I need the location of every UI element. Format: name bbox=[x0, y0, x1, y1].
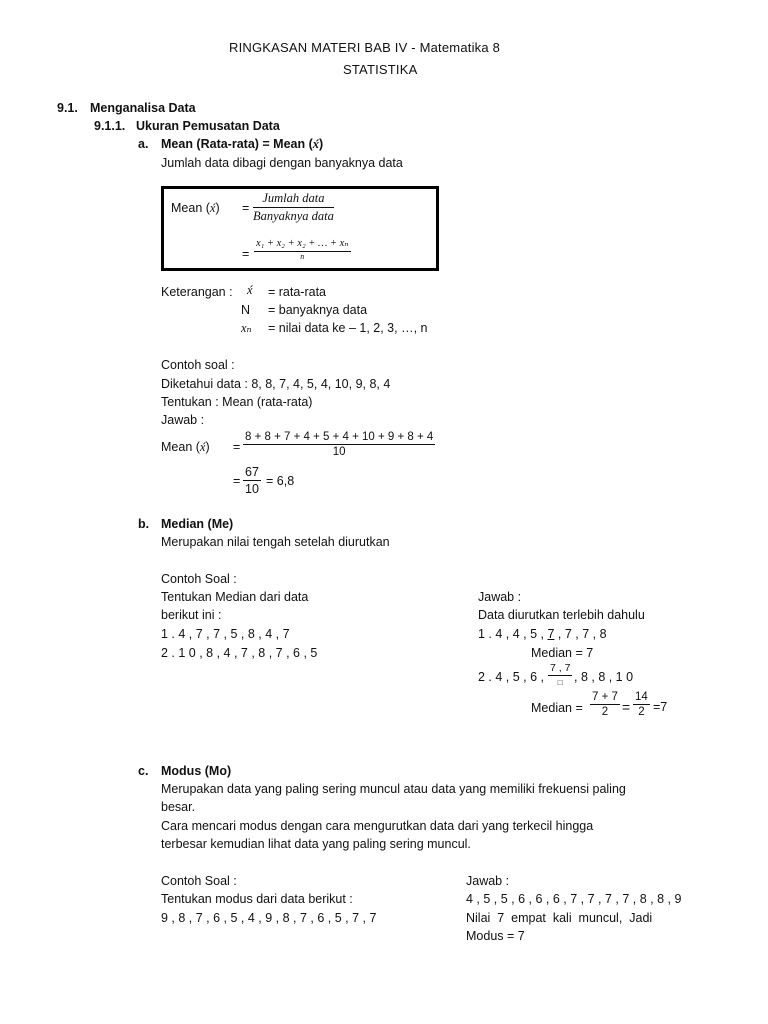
box-mean-label-var: x́ bbox=[209, 201, 216, 215]
median-data-1: 1 . 4 , 7 , 7 , 5 , 8 , 4 , 7 bbox=[161, 627, 290, 641]
median-answer-2-fraction-1 bbox=[590, 691, 620, 718]
modus-answer-sorted: 4 , 5 , 5 , 6 , 6 , 6 , 7 , 7 , 7 , 7 , 8 , 8 , 9 bbox=[466, 892, 682, 906]
median-answer-1-middle: 7 bbox=[547, 627, 555, 641]
subsection-number: 9.1.1. bbox=[94, 119, 126, 133]
box-fraction-2-numerator: x₁ + x₂ + x₂ + … + xₙ bbox=[256, 238, 349, 249]
mean-result-value: = 6,8 bbox=[266, 474, 295, 488]
mean-known-data: Diketahui data : 8, 8, 7, 4, 5, 4, 10, 9, 8, 4 bbox=[161, 377, 391, 391]
subsection-title: Ukuran Pemusatan Data bbox=[136, 119, 280, 133]
answer-mean-label-close: ) bbox=[205, 440, 210, 454]
median-answer-1-suffix: , 7 , 7 , 8 bbox=[554, 627, 607, 641]
median-fraction-2-numerator: 14 bbox=[635, 691, 648, 703]
keterangan-text-1: = rata-rata bbox=[268, 285, 327, 299]
mean-answer-equals: = bbox=[233, 440, 241, 454]
box-fraction-1 bbox=[253, 191, 334, 224]
mean-answer-numerator: 8 + 8 + 7 + 4 + 5 + 4 + 10 + 9 + 8 + 4 bbox=[245, 431, 434, 443]
keterangan-text-3: = nilai data ke – 1, 2, 3, …, n bbox=[268, 321, 428, 335]
median-answer-2-middle bbox=[548, 663, 572, 688]
mean-result-fraction bbox=[243, 465, 261, 496]
section-number: 9.1. bbox=[57, 101, 78, 115]
median-fraction-2-denominator: 2 bbox=[633, 704, 650, 718]
section-title: Menganalisa Data bbox=[90, 101, 196, 115]
mean-example-title: Contoh soal : bbox=[161, 358, 235, 372]
mean-heading bbox=[161, 137, 323, 152]
document-subtitle: STATISTIKA bbox=[343, 62, 418, 77]
median-answer-2-label: Median = bbox=[531, 701, 583, 715]
mean-answer-fraction bbox=[243, 431, 435, 458]
median-answer-2-middle-bottom: □ bbox=[548, 675, 572, 688]
answer-mean-label-text: Mean ( bbox=[161, 440, 200, 454]
answer-mean-label-var: x́ bbox=[199, 440, 206, 454]
keterangan-label: Keterangan : bbox=[161, 285, 233, 299]
mean-result-numerator: 67 bbox=[245, 465, 259, 479]
keterangan-symbol-2: N bbox=[241, 303, 251, 317]
modus-method-line-1: Cara mencari modus dengan cara mengurutkan data dari yang terkecil hingga bbox=[161, 819, 594, 833]
median-example-title: Contoh Soal : bbox=[161, 572, 237, 586]
modus-question: Tentukan modus dari data berikut : bbox=[161, 892, 353, 906]
mean-result-denominator: 10 bbox=[245, 482, 259, 496]
mean-result-equals: = bbox=[233, 474, 241, 488]
box-mean-label-close: ) bbox=[215, 201, 220, 215]
box-equals-1: = bbox=[242, 201, 250, 215]
modus-answer-text-line-1: Nilai 7 empat kali muncul, Jadi bbox=[466, 911, 653, 925]
modus-answer-text-line-2: Modus = 7 bbox=[466, 929, 525, 943]
modus-heading: Modus (Mo) bbox=[161, 764, 232, 778]
median-answer-1 bbox=[478, 627, 607, 641]
modus-letter: c. bbox=[138, 764, 149, 778]
keterangan-symbol-3: xₙ bbox=[241, 321, 252, 335]
median-answer-2-suffix: , 8 , 8 , 1 0 bbox=[574, 670, 634, 684]
median-answer-intro: Data diurutkan terlebih dahulu bbox=[478, 608, 645, 622]
box-fraction-1-numerator: Jumlah data bbox=[262, 191, 325, 205]
box-mean-label bbox=[171, 201, 220, 216]
mean-definition: Jumlah data dibagi dengan banyaknya data bbox=[161, 156, 403, 170]
median-fraction-1-numerator: 7 + 7 bbox=[592, 691, 618, 703]
median-answer-1-prefix: 1 . 4 , 4 , 5 , bbox=[478, 627, 548, 641]
median-question-line-1: Tentukan Median dari data bbox=[161, 590, 309, 604]
median-answer-2-middle-top: 7 , 7 bbox=[550, 662, 571, 674]
box-mean-label-text: Mean ( bbox=[171, 201, 210, 215]
modus-answer-label: Jawab : bbox=[466, 874, 510, 888]
median-answer-2-prefix: 2 . 4 , 5 , 6 , bbox=[478, 670, 545, 684]
median-letter: b. bbox=[138, 517, 150, 531]
median-answer-2-result: =7 bbox=[653, 700, 668, 714]
median-definition: Merupakan nilai tengah setelah diurutkan bbox=[161, 535, 390, 549]
median-data-2: 2 . 1 0 , 8 , 4 , 7 , 8 , 7 , 6 , 5 bbox=[161, 646, 318, 660]
box-fraction-1-denominator: Banyaknya data bbox=[253, 209, 334, 223]
modus-definition-line-2: besar. bbox=[161, 800, 196, 814]
modus-definition-line-1: Merupakan data yang paling sering muncul atau data yang memiliki frekuensi paling bbox=[161, 782, 626, 796]
mean-heading-close: ) bbox=[319, 137, 324, 151]
modus-method-line-2: terbesar kemudian lihat data yang paling sering muncul. bbox=[161, 837, 471, 851]
median-heading: Median (Me) bbox=[161, 517, 234, 531]
box-fraction-2-denominator: n bbox=[254, 251, 351, 260]
modus-example-title: Contoh Soal : bbox=[161, 874, 237, 888]
mean-question: Tentukan : Mean (rata-rata) bbox=[161, 395, 313, 409]
mean-heading-text: Mean (Rata-rata) = Mean ( bbox=[161, 137, 313, 151]
median-answer-2-fraction-2 bbox=[633, 691, 650, 718]
keterangan-text-2: = banyaknya data bbox=[268, 303, 368, 317]
mean-answer-mean-label bbox=[161, 440, 210, 455]
median-answer-2-equals: = bbox=[622, 699, 631, 715]
median-answer-1-result: Median = 7 bbox=[531, 646, 594, 660]
median-question-line-2: berikut ini : bbox=[161, 608, 222, 622]
mean-answer-label: Jawab : bbox=[161, 413, 205, 427]
box-fraction-2 bbox=[254, 238, 351, 260]
median-fraction-1-denominator: 2 bbox=[590, 704, 620, 718]
mean-letter: a. bbox=[138, 137, 149, 151]
keterangan-symbol-1: x́ bbox=[247, 283, 253, 297]
modus-data: 9 , 8 , 7 , 6 , 5 , 4 , 9 , 8 , 7 , 6 , 5 , 7 , 7 bbox=[161, 911, 377, 925]
document-title: RINGKASAN MATERI BAB IV - Matematika 8 bbox=[229, 40, 501, 55]
median-answer-label: Jawab : bbox=[478, 590, 522, 604]
mean-answer-denominator: 10 bbox=[243, 444, 435, 458]
mean-heading-var: x́ bbox=[312, 137, 320, 151]
box-equals-2: = bbox=[242, 247, 250, 261]
